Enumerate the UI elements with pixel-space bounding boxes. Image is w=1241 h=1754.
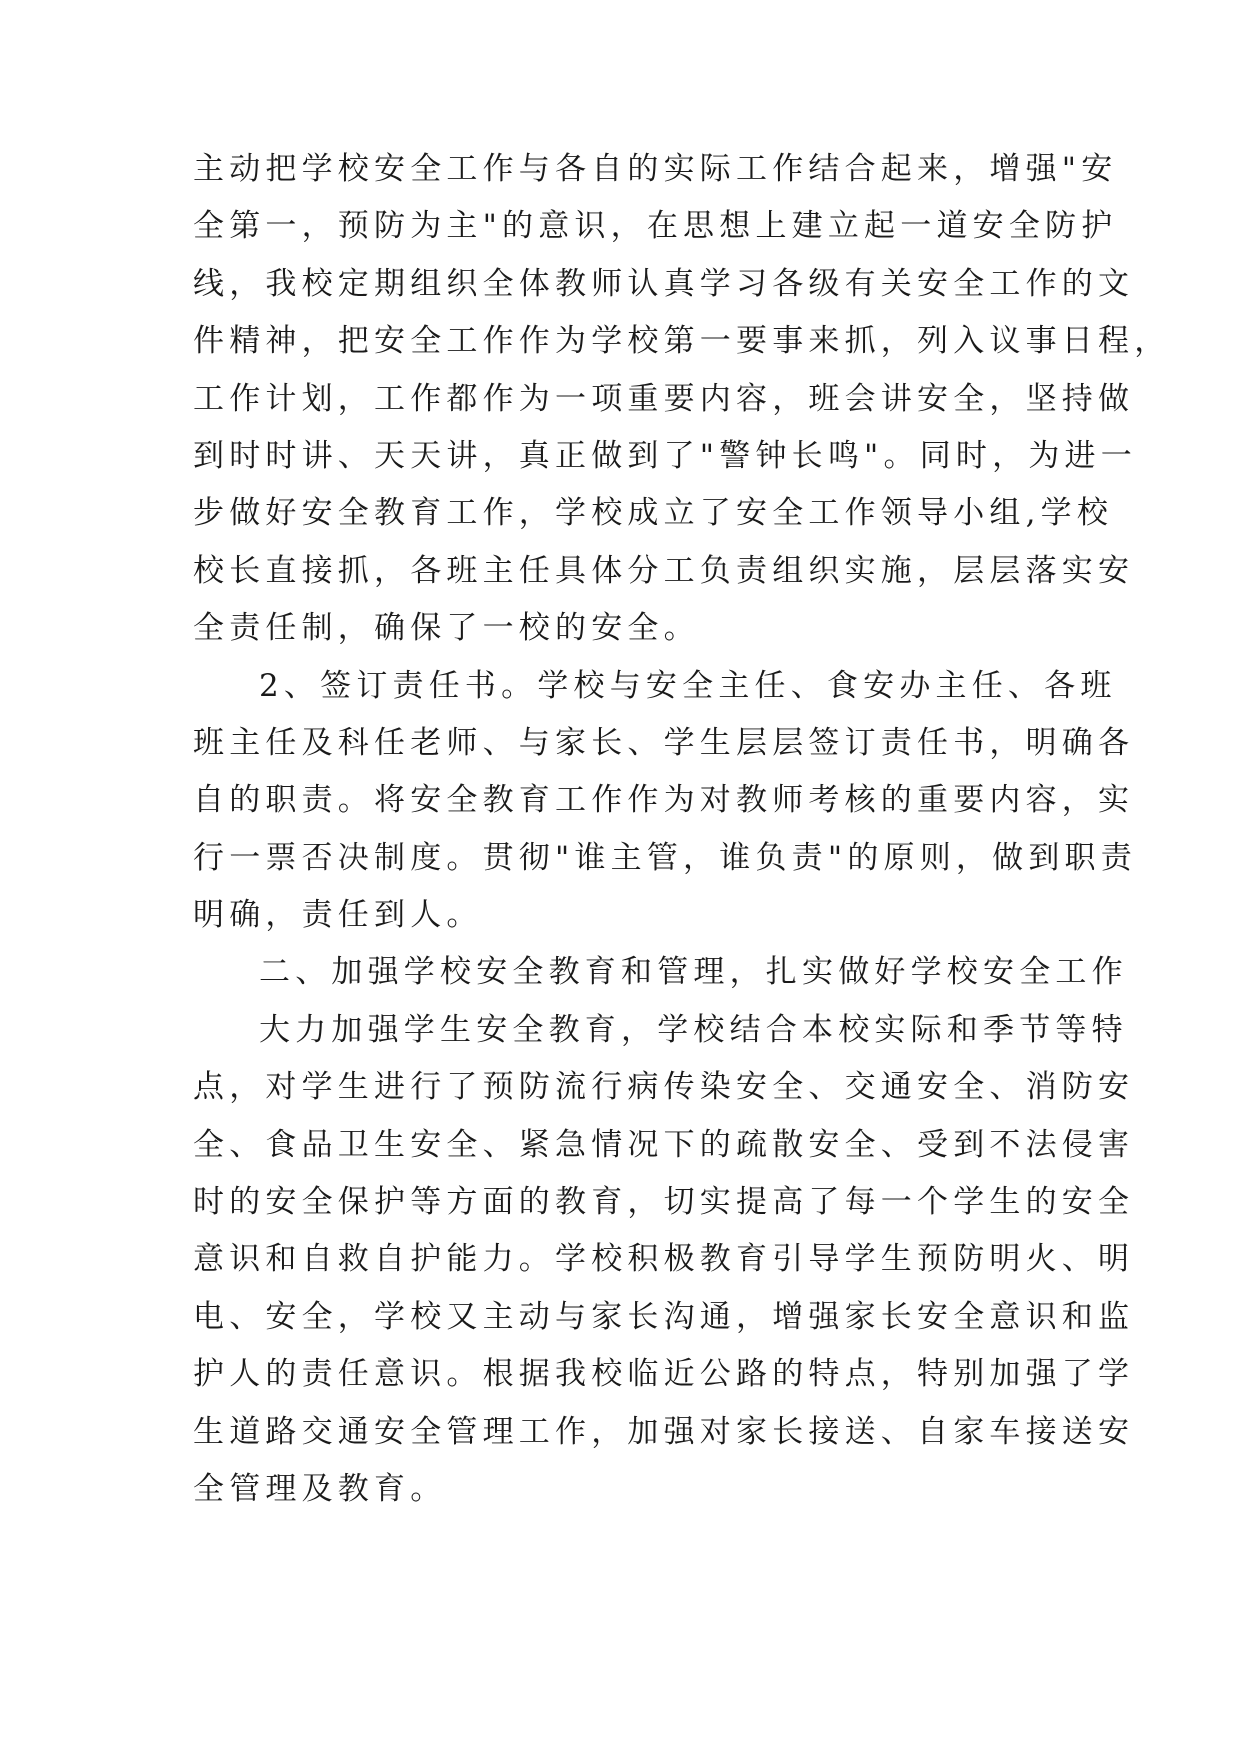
text-line: 全、食品卫生安全、紧急情况下的疏散安全、受到不法侵害 — [193, 1126, 1135, 1163]
text-line: 护人的责任意识。根据我校临近公路的特点，特别加强了学 — [193, 1356, 1135, 1393]
text-line: 主动把学校安全工作与各自的实际工作结合起来，增强"安 — [193, 151, 1118, 187]
text-line: 电、安全，学校又主动与家长沟通，增强家长安全意识和监 — [193, 1298, 1135, 1335]
document-body — [193, 141, 1171, 1518]
text-line: 到时时讲、天天讲，真正做到了"警钟长鸣"。同时，为进一 — [193, 437, 1137, 474]
text-line: 自的职责。将安全教育工作作为对教师考核的重要内容，实 — [193, 782, 1135, 819]
text-line: 线，我校定期组织全体教师认真学习各级有关安全工作的文 — [193, 265, 1135, 302]
text-line: 班主任及科任老师、与家长、学生层层签订责任书，明确各 — [193, 724, 1135, 761]
text-line: 点，对学生进行了预防流行病传染安全、交通安全、消防安 — [193, 1069, 1135, 1106]
paragraph-start-line: 2、签订责任书。学校与安全主任、食安办主任、各班 — [259, 667, 1117, 704]
text-line: 意识和自救自护能力。学校积极教育引导学生预防明火、明 — [193, 1241, 1135, 1278]
text-line: 件精神，把安全工作作为学校第一要事来抓，列入议事日程， — [193, 323, 1171, 360]
text-line: 明确，责任到人。 — [193, 897, 483, 934]
section-heading: 二、加强学校安全教育和管理，扎实做好学校安全工作 — [259, 954, 1128, 991]
text-line: 全第一，预防为主"的意识，在思想上建立起一道安全防护 — [193, 208, 1118, 245]
text-line: 时的安全保护等方面的教育，切实提高了每一个学生的安全 — [193, 1184, 1135, 1221]
text-line: 行一票否决制度。贯彻"谁主管，谁负责"的原则，做到职责 — [193, 839, 1137, 876]
text-line: 全管理及教育。 — [193, 1470, 447, 1507]
paragraph-start-line: 大力加强学生安全教育，学校结合本校实际和季节等特 — [259, 1011, 1128, 1048]
text-line: 全责任制，确保了一校的安全。 — [193, 610, 700, 647]
text-line: 工作计划，工作都作为一项重要内容，班会讲安全，坚持做 — [193, 380, 1135, 417]
text-line: 生道路交通安全管理工作，加强对家长接送、自家车接送安 — [193, 1413, 1135, 1450]
text-line: 校长直接抓，各班主任具体分工负责组织实施，层层落实安 — [193, 552, 1135, 589]
text-line: 步做好安全教育工作，学校成立了安全工作领导小组,学校 — [193, 495, 1114, 532]
